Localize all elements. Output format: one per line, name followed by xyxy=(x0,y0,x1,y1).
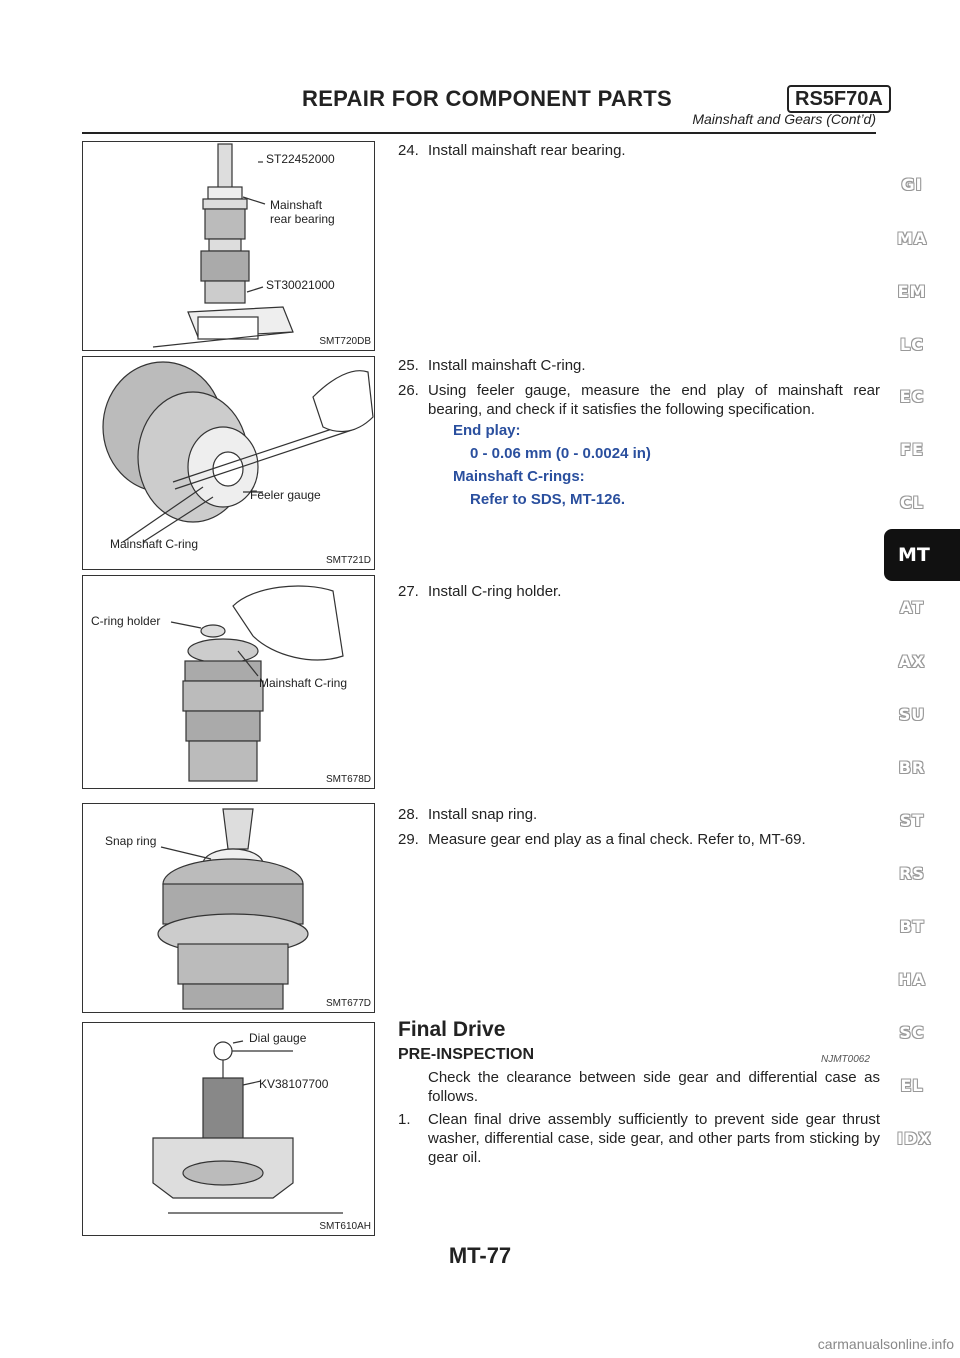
tool-label-feeler-gauge: Feeler gauge xyxy=(250,488,321,502)
figure-code: SMT677D xyxy=(325,998,371,1009)
dial-gauge-illustration xyxy=(83,1023,376,1237)
step-25 xyxy=(398,356,880,375)
tool-label-st22452000: ST22452000 xyxy=(266,152,335,166)
side-tab-el[interactable]: EL xyxy=(900,1076,924,1095)
subsection-title-pre-inspection: PRE-INSPECTION xyxy=(398,1046,535,1063)
part-label-snap-ring: Snap ring xyxy=(105,834,157,848)
step-number: 1. xyxy=(398,1111,411,1128)
tool-label-st30021000: ST30021000 xyxy=(266,278,335,292)
side-tab-su[interactable]: SU xyxy=(898,705,926,724)
side-tab-idx[interactable]: IDX xyxy=(897,1129,932,1148)
step-text: Clean final drive assembly sufficiently to prevent side gear thrust washer, differential case, side gear, and other parts from sticking by gear oil. xyxy=(428,1111,880,1166)
side-tab-st[interactable]: ST xyxy=(899,811,925,830)
step-text: Install mainshaft C-ring. xyxy=(428,357,586,374)
side-tab-ma[interactable]: MA xyxy=(897,229,928,248)
side-tab-fe[interactable]: FE xyxy=(900,440,924,459)
spec-c-rings-label: Mainshaft C-rings: xyxy=(453,468,585,485)
side-tab-gi[interactable]: GI xyxy=(901,175,923,194)
step-26 xyxy=(398,381,880,419)
figure-mainshaft-rear-bearing xyxy=(82,141,375,351)
figure-c-ring-holder xyxy=(82,575,375,789)
step-text: Install C-ring holder. xyxy=(428,583,562,600)
step-text: Install mainshaft rear bearing. xyxy=(428,142,626,159)
side-tab-ha[interactable]: HA xyxy=(898,970,926,989)
step-29 xyxy=(398,830,880,849)
tool-label-kv38107700: KV38107700 xyxy=(259,1077,329,1091)
side-tab-cl[interactable]: CL xyxy=(900,493,924,512)
step-number: 25. xyxy=(398,357,419,374)
step-24 xyxy=(398,141,880,160)
step-number: 28. xyxy=(398,806,419,823)
spec-end-play-label: End play: xyxy=(453,422,521,439)
figure-dial-gauge xyxy=(82,1022,375,1236)
tool-label-dial-gauge: Dial gauge xyxy=(249,1031,307,1045)
step-text: Using feeler gauge, measure the end play of mainshaft rear bearing, and check if it satisfies the following specification. xyxy=(428,382,880,418)
part-label-rear-bearing: rear bearing xyxy=(270,212,335,226)
side-tab-br[interactable]: BR xyxy=(898,758,926,777)
side-tab-em[interactable]: EM xyxy=(897,282,927,301)
pre-inspection-intro: Check the clearance between side gear and differential case as follows. xyxy=(428,1069,880,1105)
bearing-install-illustration xyxy=(83,142,376,352)
page-number: MT-77 xyxy=(448,1243,512,1268)
side-tab-ax[interactable]: AX xyxy=(898,652,926,671)
figure-code: SMT721D xyxy=(325,555,371,566)
watermark: carmanualsonline.info xyxy=(817,1336,954,1352)
spec-c-rings-value: Refer to SDS, MT-126. xyxy=(470,491,626,508)
pre-inspection-step-1 xyxy=(398,1110,880,1167)
figure-code: SMT720DB xyxy=(319,336,371,347)
figure-code: SMT678D xyxy=(325,774,371,785)
header-divider xyxy=(82,132,876,134)
step-text: Measure gear end play as a final check. Refer to, MT-69. xyxy=(428,831,806,848)
side-tab-bt[interactable]: BT xyxy=(899,917,925,936)
step-number: 24. xyxy=(398,142,419,159)
side-tab-lc[interactable]: LC xyxy=(900,335,924,354)
part-label-mainshaft: Mainshaft xyxy=(270,198,323,212)
page-header-title: REPAIR FOR COMPONENT PARTS xyxy=(302,86,672,111)
figure-feeler-gauge xyxy=(82,356,375,570)
side-tab-sc[interactable]: SC xyxy=(899,1023,925,1042)
figure-snap-ring xyxy=(82,803,375,1013)
step-28 xyxy=(398,805,880,824)
side-tab-rs[interactable]: RS xyxy=(899,864,925,883)
step-number: 27. xyxy=(398,583,419,600)
spec-end-play-value: 0 - 0.06 mm (0 - 0.0024 in) xyxy=(470,445,651,462)
side-tab-at[interactable]: AT xyxy=(899,598,925,617)
step-number: 29. xyxy=(398,831,419,848)
figure-code: SMT610AH xyxy=(319,1221,371,1232)
section-title-final-drive: Final Drive xyxy=(398,1018,506,1041)
step-27 xyxy=(398,582,880,601)
part-label-mainshaft-c-ring: Mainshaft C-ring xyxy=(110,537,199,551)
step-text: Install snap ring. xyxy=(428,806,538,823)
model-badge: RS5F70A xyxy=(787,85,891,113)
part-label-c-ring-holder: C-ring holder xyxy=(91,614,161,628)
side-tab-ec[interactable]: EC xyxy=(899,387,925,406)
step-number: 26. xyxy=(398,382,419,399)
page-header-subtitle: Mainshaft and Gears (Cont’d) xyxy=(692,111,876,127)
part-label-mainshaft-c-ring: Mainshaft C-ring xyxy=(259,676,348,690)
side-tab-mt-active[interactable]: MT xyxy=(884,529,960,581)
reference-code: NJMT0062 xyxy=(821,1054,870,1065)
